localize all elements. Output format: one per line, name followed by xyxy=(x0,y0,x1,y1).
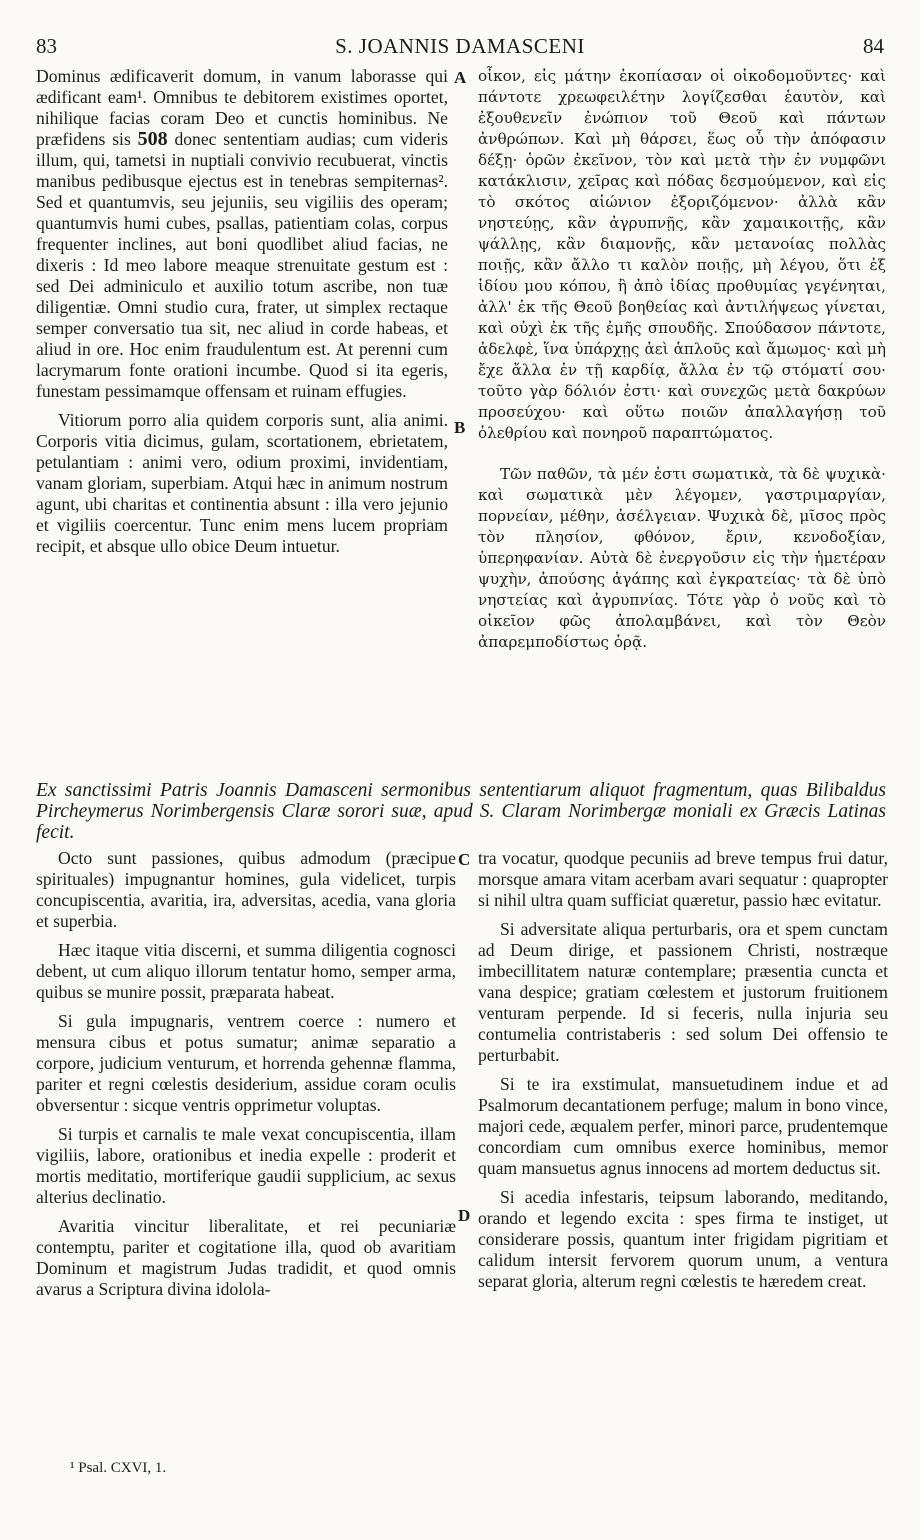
paragraph: Avaritia vincitur liberalitate, et rei pecuniariæ contemptu, pariter et cogitatione illa, quod ob avaritiam Dominum et magistrum Judas tradidit, et quod omnis avarus a Scriptura divina idolola- xyxy=(36,1216,456,1299)
latin-paragraph-1 xyxy=(36,66,448,402)
paragraph: Si te ira exstimulat, mansuetudinem indue et ad Psalmorum decantationem perfuge; malum in bono vince, majori cede, æqualem perfer, minori parce, prudentemque concordiam cum omnibus exerce hominibus, memor quam mansuetus agnus innocens ad mortem deductus sit. xyxy=(478,1074,888,1178)
margin-letter-b: B xyxy=(454,418,466,437)
paragraph: Hæc itaque vitia discerni, et summa diligentia cognosci debent, ut cum aliquo illorum tentatur homo, semper arma, quibus se munire possit, præparata habeat. xyxy=(36,940,456,1002)
latin-text: Dominus ædificaverit domum, in vanum laborasse qui ædificant eam¹. Omnibus te debitorem existimes oportet, nihilique facias coram Deo et cunctis hominibus. Ne præfidens sis xyxy=(36,66,448,149)
margin-letter-c: C xyxy=(458,850,471,869)
section-heading: Ex sanctissimi Patris Joannis Damasceni sermonibus sententiarum aliquot fragmentum, quas Bilibaldus Pircheymerus Norimbergensis Claræ sorori suæ, apud S. Claram Norimbergæ moniali ex Græcis Latinas fecit. xyxy=(36,780,886,843)
greek-paragraph-1: οἶκον, εἰς μάτην ἐκοπίασαν οἱ οἰκοδομοῦντες· καὶ πάντοτε χρεωφειλέτην λογίζεσθαι ἑαυτὸν, καὶ ἐξουθενεῖν ἐνώπιον τοῦ Θεοῦ καὶ πάντων ἀνθρώπων. Καὶ μὴ θάρσει, ἕως οὗ τὴν ἀπόφασιν δέξῃ· ὁρῶν ἐκεῖνον, τὸν καὶ μετὰ τὴν ἐν νυμφῶνι κατάκλισιν, χεῖρας καὶ πόδας δεσμούμενον, καὶ εἰς τὸ σκότος αἰώνιον ἐξοριζόμενον· ἀλλὰ κἂν νηστεύῃς, κἂν ἀγρυπνῇς, κἂν χαμαικοιτῇς, κἂν ψάλλῃς, κἂν διαμονῇς, κἂν μετανοίας πολλὰς ποιῇς, κἂν ἄλλο τι καλὸν ποιῇς, μὴ λέγου, ὅτι ἐξ ἰδίου μου κόπου, ἢ ἀπὸ ἰδίας προθυμίας γεγένηται, ἀλλ' ἐκ τῆς Θεοῦ βοηθείας καὶ ἀντιλήψεως γίνεται, καὶ οὐχὶ ἐκ τῆς ἐμῆς σπουδῆς. Σπούδασον πάντοτε, ἀδελφὲ, ἵνα ὑπάρχῃς ἀεὶ ἁπλοῦς καὶ ἄμωμος· καὶ μὴ ἔχε ἄλλα ἐν τῇ καρδίᾳ, ἄλλα ἐν τῷ στόματί σου· τοῦτο γὰρ δόλιόν ἐστι· καὶ συνεχῶς μετὰ δακρύων προσεύχου· καὶ οὕτω ποιῶν ἀπαλλαγήσῃ τοῦ ὀλεθρίου καὶ πονηροῦ παραπτώματος. xyxy=(478,67,886,442)
page-number-left: 83 xyxy=(36,34,57,58)
page-title: S. JOANNIS DAMASCENI xyxy=(335,34,585,58)
paragraph: Octo sunt passiones, quibus admodum (præcipue spirituales) impugnantur homines, gula videlicet, turpis concupiscentia, avaritia, ira, adversitas, acedia, vana gloria et superbia. xyxy=(36,848,456,931)
margin-letter-d: D xyxy=(458,1206,471,1225)
paragraph: Si turpis et carnalis te male vexat concupiscentia, illam vigiliis, labore, orationibus et inedia expelle : proderit et mortis meditatio, mortiferique gaudii supplicium, ac sexus alterius declinatio. xyxy=(36,1124,456,1207)
running-head xyxy=(36,34,884,62)
column-number: 508 xyxy=(137,128,168,150)
paragraph: Si gula impugnaris, ventrem coerce : numero et mensura cibus et potus sumatur; animæ separatio a corpore, judicium venturum, et horrenda gehennæ flamma, pariter et regni cœlestis desiderium, assidue coram oculis obversentur : sicque ventris opprimetur voluptas. xyxy=(36,1011,456,1115)
paragraph: Si adversitate aliqua perturbaris, ora et spem cunctam ad Deum dirige, et passionem Christi, nostræque imbecillitatem naturæ contemplare; præsentia cuncta et vana despice; gratiam cœlestem et justorum fruitionem venturam perpende. Id si feceris, nulla injuria seu contumelia contristaberis : sed solum Dei offensio te perturbabit. xyxy=(478,919,888,1065)
latin-column-top xyxy=(36,66,448,557)
latin-paragraph-2: Vitiorum porro alia quidem corporis sunt, alia animi. Corporis vitia dicimus, gulam, scortationem, ebrietatem, petulantiam : animi vero, odium proximi, invidentiam, vanam gloriam, superbiam. Atqui hæc in animum nostrum agunt, ubi charitas et continentia absunt : illa vero jejunio et vigiliis coercentur. Tunc enim mens lucem propriam recipit, et absque ullo obice Deum intuetur. xyxy=(36,410,448,556)
paragraph: tra vocatur, quodque pecuniis ad breve tempus frui datur, morsque amara vitam acerbam avari sequatur : quapropter si nihil ultra quam sufficiat quæretur, passio hæc evitatur. xyxy=(478,848,888,910)
footnote: ¹ Psal. CXVI, 1. xyxy=(70,1460,167,1476)
greek-column-top xyxy=(478,66,886,653)
paragraph: Si acedia infestaris, teipsum laborando, meditando, orando et legendo excita : spes firma te instiget, ut considerare possis, quantum inter frigidam pigritiam et calidum intersit fervorem quorum unum, a ventura separat gloria, alterum regni cœlestis te hæredem creat. xyxy=(478,1187,888,1291)
latin-text: donec sententiam audias; cum videris illum, qui, tametsi in nuptiali convivio recubuerat, vinctis manibus pedibusque ejectus est in tenebras sempiternas². Sed et quantumvis, seu jejuniis, seu vigiliis des operam; quantumvis humi cubes, psallas, patientiam colas, corpus frequenter inclines, aut boni quodlibet aliud facias, ne dixeris : Id meo labore meaque strenuitate gestum est : sed Dei adminiculo et auxilio totum ascribe, non tuæ diligentiæ. Omni studio cura, frater, ut simplex rectaque semper conversatio tua sit, nec aliud in corde habeas, et aliud in ore. Hoc enim fraudulentum est. At perenni cum lacrymarum fonte orationi incumbe. Quod si ita egeris, funestam pessimamque offensam et ruinam effugies. xyxy=(36,129,448,401)
page-number-right: 84 xyxy=(863,34,884,58)
latin-column-bottom-left xyxy=(36,848,456,1300)
margin-letter-a: A xyxy=(454,68,467,87)
latin-column-bottom-right xyxy=(478,848,888,1292)
greek-paragraph-2: Τῶν παθῶν, τὰ μέν ἐστι σωματικὰ, τὰ δὲ ψυχικὰ· καὶ σωματικὰ μὲν λέγομεν, γαστριμαργίαν, πορνείαν, μέθην, ἀσέλγειαν. Ψυχικὰ δὲ, μῖσος πρὸς τὸν πλησίον, φθόνον, ἔριν, κενοδοξίαν, ὑπερηφανίαν. Αὐτὰ δὲ ἐνεργοῦσιν εἰς τὴν ἡμετέραν ψυχὴν, ἀπούσης ἀγάπης καὶ ἐγκρατείας· τὰ δὲ ὑπὸ νηστείας καὶ ἀγρυπνίας. Τότε γὰρ ὁ νοῦς καὶ τὸ οἰκεῖον φῶς ἀπολαμβάνει, καὶ τὸν Θεὸν ἀπαρεμποδίστως ὁρᾷ. xyxy=(478,465,886,651)
